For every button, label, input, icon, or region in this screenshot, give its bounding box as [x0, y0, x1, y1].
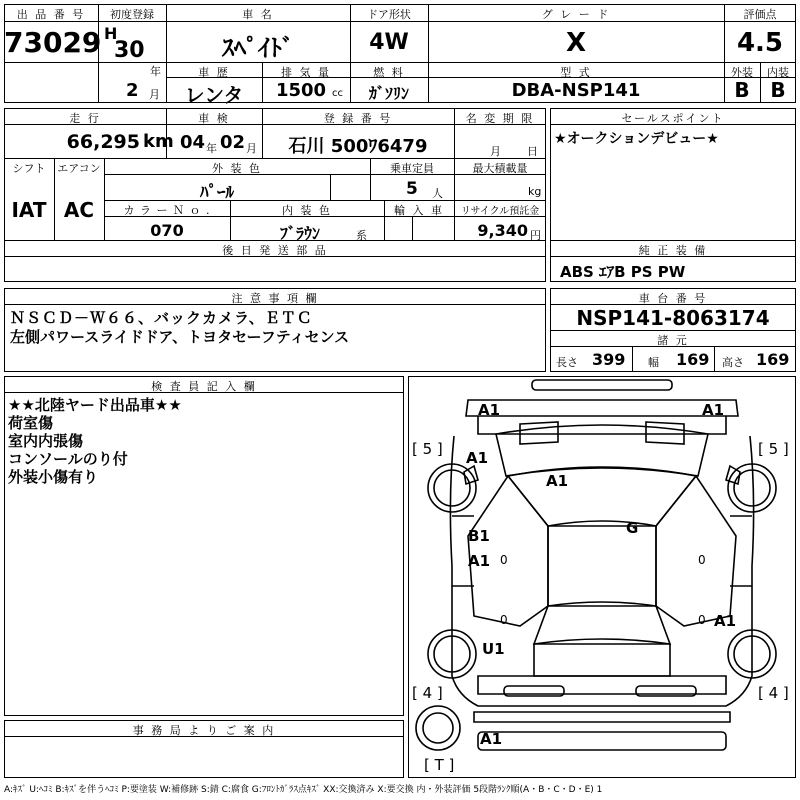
inspector-box: [4, 376, 404, 716]
mileage-value: 66,295: [66, 131, 140, 153]
name-change-label: 名 変 期 限: [465, 112, 535, 125]
inspector-line: ★★北陸ヤード出品車★★: [8, 396, 182, 414]
history-label: 車 歴: [198, 66, 230, 79]
color-no-value: 070: [150, 221, 184, 240]
tire-depth: [ 5 ]: [412, 440, 443, 458]
car-name-label: 車 名: [242, 8, 274, 21]
aircon-value: AC: [63, 198, 95, 222]
inspection-year: 04: [180, 132, 206, 153]
office-label: 事 務 局 よ り ご 案 内: [132, 724, 276, 737]
damage-mark: G: [626, 519, 639, 537]
damage-mark: U1: [482, 640, 505, 658]
import-label: 輸 入 車: [394, 204, 444, 217]
inspector-line: 外装小傷有り: [8, 468, 99, 486]
equipment-label: 純 正 装 備: [638, 244, 708, 257]
zero-mark: 0: [698, 553, 706, 567]
capacity-label: 乗車定員: [390, 162, 434, 175]
ext-color-value: ﾊﾟｰﾙ: [200, 183, 234, 203]
inspector-line: 荷室傷: [8, 414, 54, 432]
first-reg-year: 30: [114, 38, 145, 63]
name-change-month: 月: [490, 145, 501, 158]
inspection-year-unit: 年: [206, 142, 217, 155]
inspector-label: 検 査 員 記 入 欄: [151, 380, 257, 393]
lot-number: 73029: [4, 26, 102, 59]
int-color-unit: 系: [356, 229, 367, 242]
damage-mark: A1: [714, 612, 737, 630]
damage-mark: A1: [466, 449, 489, 467]
model-value: DBA-NSP141: [511, 80, 641, 101]
history-value: レンタ: [184, 83, 244, 107]
max-load-label: 最大積載量: [472, 162, 528, 175]
width-value: 169: [676, 350, 710, 369]
plate-value: 石川 500ﾜ6479: [288, 136, 428, 157]
length-value: 399: [592, 350, 626, 369]
height-value: 169: [756, 350, 790, 369]
model-label: 型 式: [560, 66, 592, 79]
sales-point-text: ★オークションデビュー★: [554, 131, 719, 147]
caution-line2: 左側パワースライドドア、トヨタセーフティセンス: [10, 328, 350, 346]
ext-score-label: 外装: [731, 66, 753, 79]
fuel-value: ｶﾞｿﾘﾝ: [368, 84, 409, 103]
first-reg-year-unit: 年: [150, 65, 161, 78]
damage-mark: A1: [546, 472, 569, 490]
inspection-month: 02: [220, 132, 246, 153]
legend: A:ｷｽﾞ U:ﾍｺﾐ B:ｷｽﾞを伴うﾍｺﾐ P:要塗装 W:補修跡 S:錆 C:腐食 G:ﾌﾛﾝﾄｶﾞﾗｽ点ｷｽﾞ XX:交換済み X:要交換 内・外装評価 5段階ﾗﾝｸ順(A・B・C・D・E) 1: [4, 785, 603, 795]
ext-score: B: [734, 78, 750, 102]
tire-depth: [ 5 ]: [758, 440, 789, 458]
length-label: 長さ: [556, 356, 578, 369]
score-label: 評価点: [743, 8, 777, 21]
door-label: ドア形状: [367, 8, 411, 21]
zero-mark: 0: [500, 553, 508, 567]
int-color-label: 内 装 色: [282, 204, 332, 217]
dims-label: 諸 元: [657, 334, 689, 347]
chassis-label: 車 台 番 号: [638, 292, 708, 305]
equipment-value: ABS ｴｱB PS PW: [560, 263, 686, 281]
mileage-label: 走 行: [69, 112, 101, 125]
recycle-unit: 円: [530, 229, 541, 242]
grade-label: グ レ ー ド: [541, 8, 611, 21]
first-reg-month-unit: 月: [149, 88, 160, 101]
lot-label: 出 品 番 号: [16, 8, 86, 21]
inspector-line: 室内内張傷: [8, 432, 84, 450]
spare-tire: [ T ]: [424, 756, 455, 774]
max-load-unit: kg: [528, 185, 542, 198]
car-name: ｽﾍﾟｲﾄﾞ: [222, 34, 294, 62]
capacity-value: 5: [406, 179, 418, 199]
damage-mark: A1: [478, 401, 501, 419]
chassis-number: NSP141-8063174: [576, 306, 770, 330]
shift-value: IAT: [11, 198, 47, 222]
int-score-label: 内装: [767, 66, 789, 79]
score-value: 4.5: [736, 28, 784, 58]
width-label: 幅: [648, 356, 659, 369]
shift-label: シフト: [12, 162, 46, 175]
capacity-unit: 人: [432, 187, 443, 200]
displacement-value: 1500: [275, 80, 327, 101]
damage-mark: A1: [468, 552, 491, 570]
caution-label: 注 意 事 項 欄: [231, 292, 319, 305]
displacement-label: 排 気 量: [281, 66, 331, 79]
car-damage-diagram: [408, 376, 796, 778]
displacement-unit: cc: [332, 88, 343, 99]
sales-point-label: セールスポイント: [621, 112, 725, 125]
aircon-label: エアコン: [57, 162, 101, 175]
tire-depth: [ 4 ]: [758, 684, 789, 702]
height-label: 高さ: [722, 356, 744, 369]
int-color-value: ﾌﾞﾗｳﾝ: [279, 224, 320, 243]
int-score: B: [770, 78, 786, 102]
recycle-label: リサイクル預託金: [460, 206, 540, 217]
damage-mark: A1: [702, 401, 725, 419]
damage-mark: B1: [468, 527, 490, 545]
name-change-day: 日: [527, 145, 538, 158]
zero-mark: 0: [500, 613, 508, 627]
damage-mark: A1: [480, 730, 503, 748]
mileage-unit: km: [143, 131, 174, 152]
first-reg-label: 初度登録: [110, 8, 154, 21]
grade-value: X: [565, 28, 587, 58]
plate-label: 登 録 番 号: [323, 112, 393, 125]
inspector-line: コンソールのり付: [8, 450, 128, 468]
zero-mark: 0: [698, 613, 706, 627]
caution-line1: ＮＳＣＤ－Ｗ６６、バックカメラ、ＥＴＣ: [10, 309, 313, 327]
first-reg-month: 2: [126, 80, 139, 101]
door-value: 4W: [369, 30, 409, 55]
color-no-label: カ ラ ー Ｎ ｏ .: [123, 204, 211, 217]
tire-depth: [ 4 ]: [412, 684, 443, 702]
first-reg-era: H: [104, 24, 118, 43]
ext-color-label: 外 装 色: [212, 162, 262, 175]
inspection-month-unit: 月: [246, 142, 257, 155]
recycle-value: 9,340: [477, 221, 528, 240]
fuel-label: 燃 料: [373, 66, 405, 79]
inspection-label: 車 検: [198, 112, 230, 125]
later-parts-label: 後 日 発 送 部 品: [222, 244, 328, 257]
